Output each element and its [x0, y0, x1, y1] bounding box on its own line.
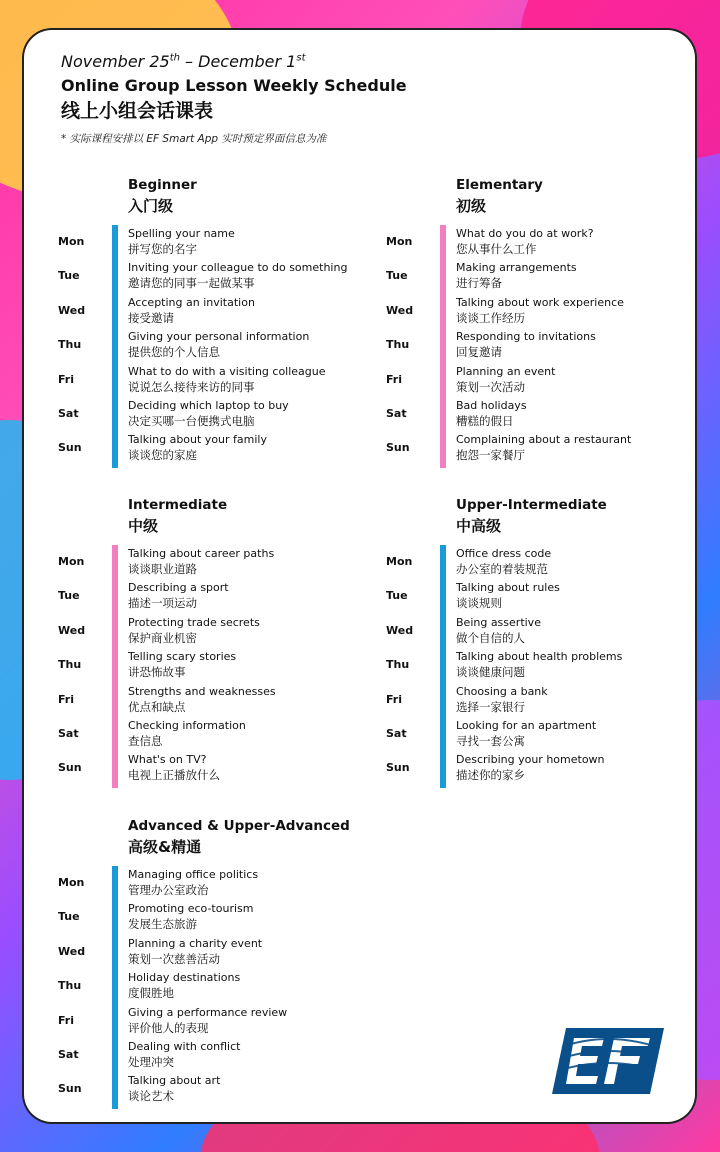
day-label: Thu: [58, 338, 82, 352]
day-label: Tue: [58, 269, 80, 283]
lesson-title-zh: 度假胜地: [128, 986, 174, 1001]
section-title-zh: 入门级: [128, 197, 174, 215]
section-elementary: [386, 177, 686, 477]
lesson-row-thu: [58, 328, 358, 362]
lesson-title-en: Strengths and weaknesses: [128, 684, 276, 698]
day-label: Mon: [386, 235, 413, 248]
day-label: Tue: [58, 589, 80, 603]
day-label: Wed: [58, 623, 86, 637]
date-to-suffix: st: [296, 52, 306, 64]
date-from: November 25: [61, 52, 170, 71]
lesson-row-sun: [386, 431, 686, 465]
lesson-row-wed: [386, 614, 686, 648]
lesson-title-zh: 谈谈健康问题: [456, 665, 525, 680]
lesson-row-sun: [386, 751, 686, 785]
lesson-title-en: Dealing with conflict: [128, 1040, 241, 1053]
lesson-row-tue: [58, 900, 358, 934]
day-label: Tue: [386, 269, 408, 283]
lesson-title-zh: 说说怎么接待来访的同事: [128, 379, 255, 394]
lesson-row-fri: [386, 683, 686, 717]
lesson-row-fri: [386, 363, 686, 397]
title-en: Online Group Lesson Weekly Schedule: [61, 76, 407, 95]
lesson-title-en: Being assertive: [456, 615, 541, 629]
lesson-title-zh: 谈谈规则: [456, 596, 502, 611]
section-title-zh: 中高级: [456, 517, 502, 535]
lesson-row-sat: [58, 397, 358, 431]
section-title-zh: 初级: [456, 197, 487, 215]
lesson-row-sun: [58, 431, 358, 465]
day-label: Fri: [58, 1013, 75, 1027]
lesson-row-mon: [58, 225, 358, 259]
date-to: December 1: [198, 52, 297, 71]
lesson-title-en: Planning a charity event: [128, 936, 263, 950]
lesson-title-zh: 进行筹备: [456, 276, 502, 291]
lesson-row-tue: [386, 579, 686, 613]
lesson-title-zh: 拼写您的名字: [128, 242, 197, 256]
day-label: Tue: [386, 589, 408, 603]
section-title-en: Elementary: [456, 177, 543, 193]
lesson-title-zh: 保护商业机密: [128, 630, 197, 645]
lesson-title-en: Talking about health problems: [456, 650, 623, 664]
section-beginner: [58, 177, 358, 477]
lesson-row-sat: [58, 1038, 358, 1072]
section-title-en: Beginner: [128, 177, 197, 193]
day-label: Wed: [58, 944, 86, 958]
lesson-row-mon: [58, 866, 358, 900]
lesson-row-sat: [386, 717, 686, 751]
lesson-title-en: Talking about rules: [456, 581, 560, 595]
day-label: Mon: [58, 555, 85, 568]
lesson-title-zh: 描述你的家乡: [456, 768, 525, 783]
lesson-row-sun: [58, 1072, 358, 1106]
lesson-title-en: Describing your hometown: [456, 753, 605, 767]
lesson-title-en: Planning an event: [456, 364, 556, 378]
lesson-row-mon: [58, 545, 358, 579]
lesson-row-tue: [58, 579, 358, 613]
day-label: Mon: [386, 555, 413, 568]
day-label: Sat: [58, 407, 79, 420]
lesson-row-wed: [58, 935, 358, 969]
day-label: Wed: [386, 623, 414, 637]
lesson-title-en: Protecting trade secrets: [128, 615, 260, 629]
day-label: Fri: [58, 372, 75, 386]
day-label: Sun: [58, 761, 82, 775]
date-from-suffix: th: [169, 52, 180, 64]
lesson-row-sun: [58, 751, 358, 785]
lesson-title-en: Holiday destinations: [128, 971, 241, 985]
day-label: Fri: [386, 372, 403, 386]
lesson-title-zh: 评价他人的表现: [128, 1020, 209, 1035]
lesson-title-zh: 策划一次慈善活动: [128, 951, 220, 966]
lesson-row-fri: [58, 1004, 358, 1038]
lesson-row-wed: [386, 294, 686, 328]
day-label: Fri: [386, 692, 403, 706]
lesson-title-en: Talking about career paths: [128, 547, 275, 560]
day-label: Wed: [58, 303, 86, 317]
lesson-title-zh: 提供您的个人信息: [128, 345, 220, 360]
schedule-card: [24, 30, 695, 1122]
lesson-title-zh: 管理办公室政治: [128, 883, 209, 897]
lesson-title-en: What to do with a visiting colleague: [128, 364, 326, 378]
lesson-row-thu: [386, 648, 686, 682]
day-label: Fri: [58, 692, 75, 706]
section-title-en: Intermediate: [128, 497, 228, 513]
lesson-title-zh: 您从事什么工作: [456, 242, 537, 256]
lesson-row-thu: [58, 969, 358, 1003]
lesson-title-zh: 查信息: [128, 734, 163, 748]
title-zh: 线上小组会话课表: [61, 100, 214, 122]
lesson-title-zh: 抱怨一家餐厅: [456, 448, 525, 463]
lesson-title-zh: 发展生态旅游: [128, 917, 197, 932]
lesson-title-en: Inviting your colleague to do something: [128, 261, 348, 275]
day-label: Mon: [58, 235, 85, 248]
lesson-title-en: Describing a sport: [128, 581, 229, 595]
lesson-row-fri: [58, 683, 358, 717]
lesson-row-fri: [58, 363, 358, 397]
lesson-title-zh: 谈谈职业道路: [128, 562, 197, 576]
lesson-title-zh: 决定买哪一台便携式电脑: [128, 414, 255, 428]
day-label: Tue: [58, 910, 80, 924]
day-label: Wed: [386, 303, 414, 317]
section-title-en: Upper-Intermediate: [456, 497, 607, 513]
section-title-en: Advanced & Upper-Advanced: [128, 818, 350, 834]
lesson-title-en: Telling scary stories: [128, 650, 237, 664]
lesson-title-en: Giving a performance review: [128, 1005, 288, 1019]
lesson-title-en: Making arrangements: [456, 261, 577, 275]
lesson-title-zh: 谈谈您的家庭: [128, 448, 197, 463]
day-label: Sat: [386, 407, 407, 420]
lesson-title-en: Talking about art: [128, 1074, 221, 1088]
lesson-title-zh: 电视上正播放什么: [128, 768, 220, 783]
lesson-title-zh: 做个自信的人: [456, 630, 525, 645]
lesson-title-zh: 接受邀请: [128, 310, 174, 325]
lesson-row-mon: [386, 545, 686, 579]
day-label: Mon: [58, 876, 85, 889]
lesson-title-zh: 描述一项运动: [128, 596, 197, 611]
day-label: Thu: [58, 658, 82, 672]
lesson-title-zh: 讲恐怖故事: [128, 665, 186, 680]
lesson-row-tue: [386, 259, 686, 293]
lesson-title-zh: 邀请您的同事一起做某事: [128, 276, 255, 291]
lesson-title-zh: 回复邀请: [456, 345, 502, 360]
lesson-title-zh: 优点和缺点: [128, 699, 186, 714]
lesson-title-en: Talking about your family: [128, 433, 267, 447]
lesson-title-en: What do you do at work?: [456, 227, 594, 240]
lesson-title-zh: 寻找一套公寓: [456, 734, 525, 748]
lesson-row-thu: [58, 648, 358, 682]
lesson-title-en: What's on TV?: [128, 753, 207, 767]
lesson-title-en: Responding to invitations: [456, 330, 596, 344]
lesson-title-en: Giving your personal information: [128, 330, 310, 344]
day-label: Sun: [58, 1082, 82, 1096]
day-label: Sun: [58, 441, 82, 455]
date-range: [61, 52, 306, 71]
lesson-title-en: Looking for an apartment: [456, 719, 597, 732]
lesson-title-en: Choosing a bank: [456, 684, 548, 698]
lesson-title-en: Office dress code: [456, 547, 552, 560]
lesson-row-tue: [58, 259, 358, 293]
lesson-row-wed: [58, 614, 358, 648]
lesson-title-zh: 办公室的着装规范: [456, 562, 548, 576]
lesson-row-mon: [386, 225, 686, 259]
day-label: Sat: [386, 727, 407, 740]
lesson-title-zh: 糟糕的假日: [456, 414, 514, 428]
day-label: Sun: [386, 761, 410, 775]
lesson-title-en: Deciding which laptop to buy: [128, 399, 289, 412]
lesson-title-en: Bad holidays: [456, 399, 527, 412]
day-label: Thu: [386, 338, 410, 352]
footnote: * 实际课程安排以 EF Smart App 实时预定界面信息为准: [61, 133, 327, 145]
lesson-row-sat: [386, 397, 686, 431]
lesson-title-en: Spelling your name: [128, 227, 235, 240]
lesson-title-en: Checking information: [128, 719, 246, 732]
lesson-title-en: Complaining about a restaurant: [456, 433, 632, 447]
section-upper-intermediate: [386, 497, 686, 797]
lesson-row-wed: [58, 294, 358, 328]
lesson-title-en: Managing office politics: [128, 868, 259, 881]
lesson-title-en: Accepting an invitation: [128, 295, 255, 309]
date-separator: –: [179, 52, 199, 71]
lesson-title-zh: 策划一次活动: [456, 379, 525, 394]
day-label: Sun: [386, 441, 410, 455]
lesson-title-zh: 选择一家银行: [456, 699, 525, 714]
lesson-title-en: Promoting eco-tourism: [128, 902, 254, 916]
section-advanced-upper-advanced: [58, 818, 358, 1118]
lesson-title-en: Talking about work experience: [456, 295, 624, 309]
section-title-zh: 中级: [128, 517, 159, 535]
day-label: Thu: [58, 979, 82, 993]
ef-logo-icon: [552, 1028, 664, 1094]
lesson-row-sat: [58, 717, 358, 751]
section-intermediate: [58, 497, 358, 797]
section-title-zh: 高级&精通: [128, 838, 202, 856]
lesson-title-zh: 谈谈工作经历: [456, 310, 525, 325]
lesson-row-thu: [386, 328, 686, 362]
lesson-title-zh: 处理冲突: [128, 1055, 174, 1069]
day-label: Sat: [58, 727, 79, 740]
lesson-title-zh: 谈论艺术: [128, 1089, 174, 1104]
day-label: Sat: [58, 1048, 79, 1061]
day-label: Thu: [386, 658, 410, 672]
